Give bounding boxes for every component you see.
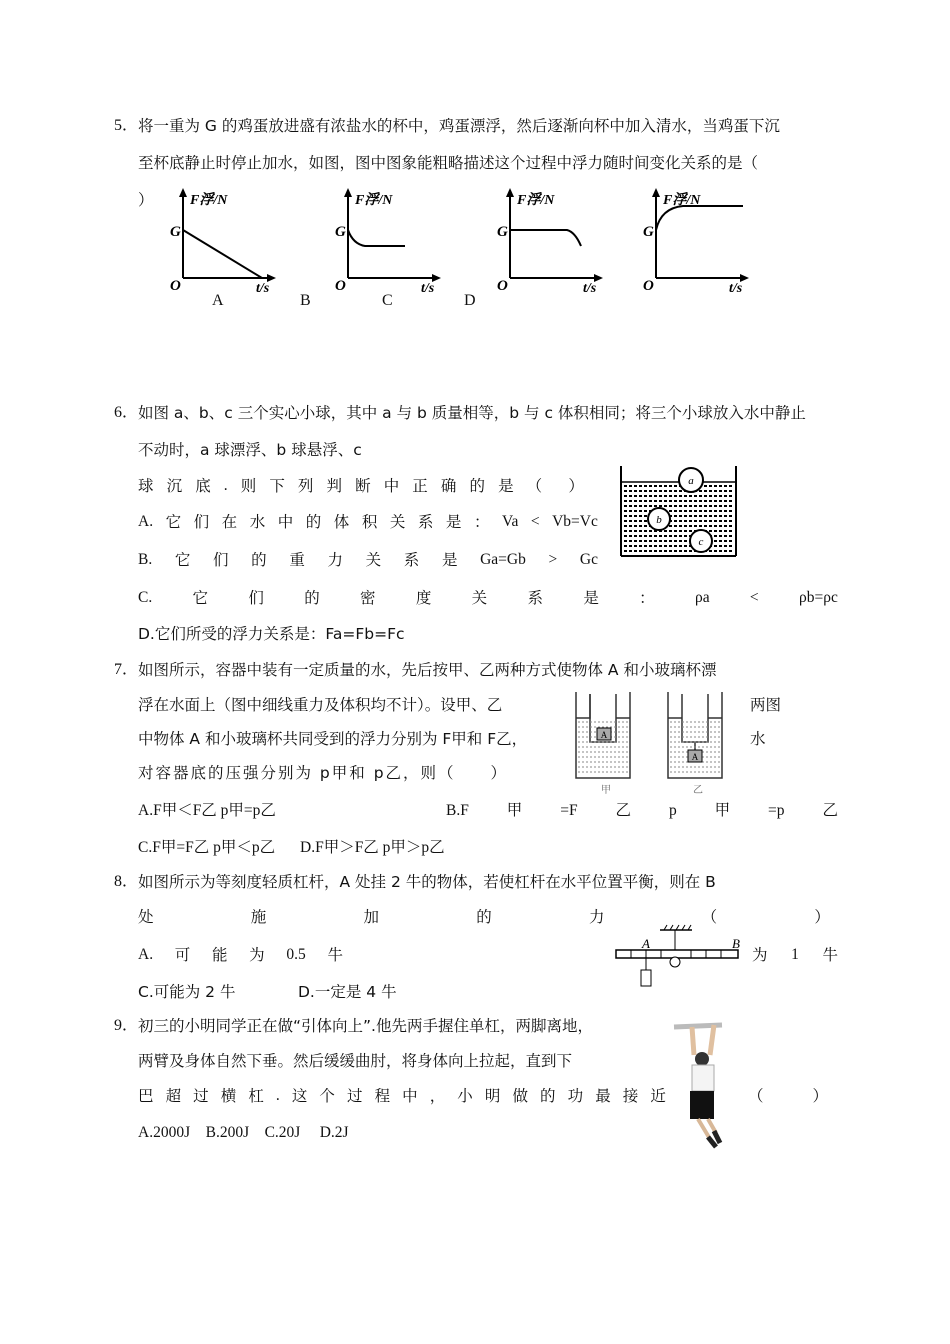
text-token: 则: [240, 477, 257, 495]
text-token: ）: [568, 477, 584, 495]
text-token: 系: [417, 513, 434, 531]
q8-line1: 如图所示为等刻度轻质杠杆，A 处挂 2 牛的物体，若使杠杆在水平位置平衡，则在 B: [138, 873, 716, 891]
text-token: 积: [361, 513, 378, 531]
text-token: 关: [365, 551, 382, 569]
q6-option-d: D.它们所受的浮力关系是：Fa=Fb=Fc: [138, 625, 405, 643]
text-token: =F: [560, 802, 578, 819]
text-token: 施: [250, 908, 267, 926]
q5-line1: 将一重为 G 的鸡蛋放进盛有浓盐水的杯中，鸡蛋漂浮，然后逐渐向杯中加入清水，当鸡蛋下沉: [138, 117, 780, 135]
y-axis-label: F浮/N: [190, 193, 228, 208]
text-token: 断: [355, 477, 371, 495]
q7-containers-figure: [570, 692, 750, 797]
q5-graph-a: [160, 188, 290, 293]
q8-option-d: D.一定是 4 牛: [298, 983, 397, 1001]
text-token: 的: [476, 908, 492, 926]
q5-line2: 至杯底静止时停止加水，如图，图中图象能粗略描述这个过程中浮力随时间变化关系的是（: [138, 154, 759, 172]
origin-label: O: [335, 278, 346, 293]
text-token: 它: [192, 589, 209, 607]
q7-line3-tail: 水: [750, 730, 766, 748]
text-token: 乙: [615, 802, 632, 819]
text-token: 0.5: [286, 946, 306, 963]
text-token: =p: [768, 802, 785, 819]
text-token: （: [701, 908, 718, 926]
text-token: A.: [138, 513, 154, 530]
q7-line2-tail: 两图: [750, 696, 782, 714]
text-token: 是: [445, 513, 462, 531]
text-token: 过: [346, 1087, 363, 1105]
text-token: 水: [249, 513, 266, 531]
text-token: 球: [138, 477, 154, 495]
ball-b-label: b: [656, 514, 662, 526]
text-token: 们: [248, 589, 264, 607]
text-token: 小: [457, 1087, 473, 1105]
q9-line1: 初三的小明同学正在做“引体向上”.他先两手握住单杠，两脚离地，: [138, 1017, 593, 1035]
text-token: 们: [213, 551, 229, 569]
text-token: 中: [402, 1087, 418, 1105]
q8-option-a: [138, 945, 343, 965]
g-tick-label: G: [170, 224, 181, 240]
q7-line4: 对容器底的压强分别为 p甲和 p乙，则（ ）: [138, 764, 509, 782]
text-token: 的: [469, 477, 485, 495]
text-token: 为: [249, 946, 265, 964]
text-token: C.: [138, 589, 153, 606]
text-token: B.: [138, 551, 153, 568]
block-a-label-jia: A: [600, 730, 608, 740]
text-token: 确: [440, 477, 457, 495]
text-token: 甲: [506, 802, 523, 819]
origin-label: O: [497, 278, 508, 293]
g-tick-label: G: [643, 224, 654, 240]
q9-options: A.2000J B.200J C.20J D.2J: [138, 1124, 349, 1141]
text-token: 做: [512, 1087, 528, 1105]
text-token: <: [749, 589, 759, 606]
origin-label: O: [170, 278, 181, 293]
text-token: 过: [193, 1087, 209, 1105]
x-axis-label: t/s: [583, 281, 597, 293]
text-token: 沉: [166, 477, 183, 495]
text-token: 是: [498, 477, 514, 495]
q7-number: 7．: [114, 661, 139, 678]
point-a-label: A: [642, 936, 650, 951]
text-token: 力: [588, 908, 605, 926]
y-axis-label: F浮/N: [663, 193, 701, 208]
text-token: 明: [484, 1087, 501, 1105]
text-token: Gc: [579, 551, 598, 568]
buoyancy-curve: [183, 230, 262, 278]
text-token: 最: [595, 1087, 611, 1105]
x-axis-label: t/s: [729, 281, 743, 293]
text-token: B.F: [446, 802, 469, 819]
text-token: 超: [165, 1087, 182, 1105]
text-token: 程: [374, 1087, 391, 1105]
q7-line2: 浮在水面上（图中细线重力及体积均不计）。设甲、乙: [138, 696, 503, 714]
text-token: <: [530, 513, 540, 530]
text-token: 可: [174, 946, 191, 964]
q5-graph-c: [487, 188, 617, 293]
text-token: ρb=ρc: [798, 589, 838, 606]
ball-a-label: a: [688, 475, 694, 487]
q6-option-c: [138, 588, 838, 608]
text-token: A.: [138, 946, 154, 963]
fig-label-yi: 乙: [693, 785, 703, 796]
q7-option-c: C.F甲=F乙 p甲＜p乙: [138, 839, 276, 856]
point-b-label: B: [732, 936, 740, 951]
text-token: 牛: [327, 946, 343, 964]
g-tick-label: G: [497, 224, 508, 240]
text-token: ρa: [694, 589, 710, 606]
q5-graph-b: [325, 188, 455, 293]
q5-option-d: D: [464, 292, 476, 309]
g-tick-label: G: [335, 224, 346, 240]
text-token: ，: [429, 1087, 446, 1105]
text-token: Va: [501, 513, 519, 530]
q9-line3: [138, 1086, 666, 1106]
text-token: 底: [195, 477, 211, 495]
lever-figure: [612, 922, 752, 990]
text-token: 重: [289, 551, 305, 569]
text-token: 功: [567, 1087, 584, 1105]
q5-option-c: C: [382, 292, 393, 309]
text-token: 是: [583, 589, 599, 607]
text-token: 它: [165, 513, 182, 531]
text-token: Ga=Gb: [480, 551, 526, 568]
text-token: 正: [412, 477, 428, 495]
text-token: 下: [269, 477, 285, 495]
q5-graph-d: [633, 188, 763, 293]
q6-option-b: [138, 550, 598, 570]
text-token: Vb=Vc: [552, 513, 598, 530]
x-axis-label: t/s: [256, 281, 270, 293]
q9-line2: 两臂及身体自然下垂。然后缓缓曲肘，将身体向上拉起，直到下: [138, 1052, 573, 1070]
text-token: 判: [326, 477, 343, 495]
origin-label: O: [643, 278, 654, 293]
text-token: 接: [622, 1087, 639, 1105]
text-token: （: [526, 477, 543, 495]
text-token: >: [548, 551, 558, 568]
q9-line3-tail: [748, 1086, 828, 1106]
text-token: ：: [639, 589, 655, 607]
q6-line3: [138, 476, 584, 496]
fig-label-jia: 甲: [601, 785, 611, 796]
pull-up-figure: [670, 1015, 750, 1150]
text-token: ：: [473, 513, 490, 531]
y-axis-label: F浮/N: [517, 193, 555, 208]
q7-option-b: [446, 801, 838, 821]
text-token: 它: [174, 551, 191, 569]
text-token: 甲: [714, 802, 731, 819]
buoyancy-curve: [656, 206, 743, 230]
text-token: ）: [814, 908, 830, 926]
text-token: 1: [791, 946, 799, 963]
text-token: 加: [363, 908, 379, 926]
text-token: 中: [277, 513, 294, 531]
ball-c-label: c: [698, 536, 704, 548]
text-token: 为: [752, 946, 768, 964]
buoyancy-curve: [510, 230, 581, 246]
text-token: 列: [297, 477, 314, 495]
text-token: 度: [415, 589, 432, 607]
text-token: 的: [304, 589, 320, 607]
text-token: p: [668, 802, 677, 819]
text-token: 系: [403, 551, 420, 569]
text-token: 巴: [138, 1087, 154, 1105]
q6-option-a: [138, 512, 598, 532]
text-token: .: [223, 477, 228, 494]
q5-option-a: A: [212, 292, 224, 309]
text-token: 处: [138, 908, 154, 926]
text-token: 这: [291, 1087, 308, 1105]
q7-line1: 如图所示，容器中装有一定质量的水，先后按甲、乙两种方式使物体 A 和小玻璃杯漂: [138, 661, 717, 679]
text-token: 的: [540, 1087, 556, 1105]
text-token: 横: [220, 1087, 237, 1105]
text-token: 乙: [822, 802, 838, 819]
q6-number: 6．: [114, 404, 139, 421]
text-token: ）: [812, 1087, 828, 1105]
q5-line3: ）: [138, 191, 154, 209]
y-axis-label: F浮/N: [355, 193, 393, 208]
text-token: 是: [441, 551, 458, 569]
q5-option-b: B: [300, 292, 311, 309]
x-axis-label: t/s: [421, 281, 435, 293]
text-token: （: [748, 1087, 764, 1105]
q7-option-a: A.F甲＜F乙 p甲=p乙: [138, 802, 276, 819]
q9-number: 9．: [114, 1017, 139, 1034]
text-token: 系: [527, 589, 544, 607]
q7-option-d: D.F甲＞F乙 p甲＞p乙: [300, 839, 445, 856]
q8-number: 8．: [114, 873, 139, 890]
q5-number: 5．: [114, 117, 139, 134]
text-token: 密: [360, 589, 376, 607]
text-token: 能: [211, 946, 228, 964]
text-token: 中: [383, 477, 400, 495]
text-token: 们: [193, 513, 210, 531]
q8-option-b-tail: [752, 945, 838, 965]
q7-line3: 中物体 A 和小玻璃杯共同受到的浮力分别为 F甲和 F乙，: [138, 730, 528, 748]
text-token: 在: [221, 513, 238, 531]
text-token: 的: [305, 513, 322, 531]
text-token: 杠: [248, 1087, 264, 1105]
q6-line2: 不动时，a 球漂浮、b 球悬浮、c: [138, 441, 362, 459]
buoyancy-curve: [348, 230, 405, 246]
q6-beaker-figure: [615, 462, 745, 562]
q6-line1: 如图 a、b、c 三个实心小球，其中 a 与 b 质量相等，b 与 c 体积相同；将三个小球放入水中静止: [138, 404, 806, 422]
text-token: 牛: [822, 946, 838, 964]
block-a-label-yi: A: [691, 752, 699, 762]
text-token: 关: [471, 589, 488, 607]
text-token: 近: [650, 1087, 666, 1105]
text-token: .: [275, 1087, 280, 1104]
text-token: 个: [319, 1087, 335, 1105]
q8-option-c: C.可能为 2 牛: [138, 983, 236, 1001]
text-token: 力: [327, 551, 343, 569]
text-token: 的: [251, 551, 267, 569]
text-token: 体: [333, 513, 350, 531]
text-token: 关: [389, 513, 406, 531]
